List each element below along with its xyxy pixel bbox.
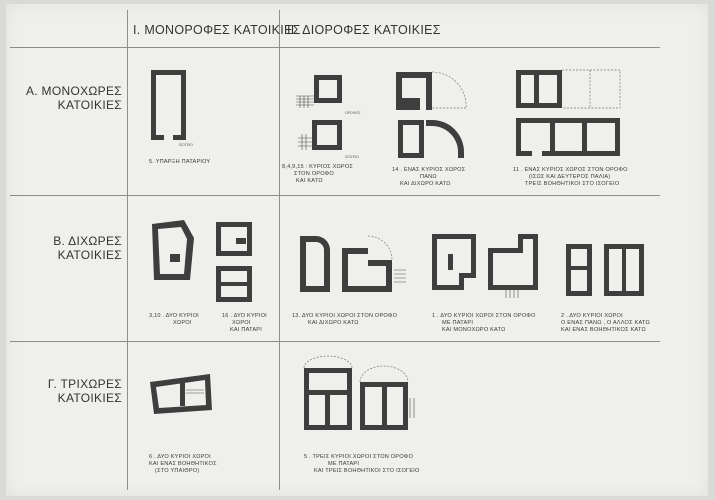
plan-label: ΙΣΟΓΕΙΟ xyxy=(345,155,359,159)
plan-label: ΟΡΟΦΟΣ xyxy=(345,111,361,115)
caption-b2: 16 . ΔΥΟ ΚΥΡΙΟΙ ΧΩΡΟΙ ΚΑΙ ΠΑΤΑΡΙ xyxy=(222,313,267,334)
row-label-three-room: Γ. ΤΡΙΧΩΡΕΣ ΚΑΤΟΙΚΙΕΣ xyxy=(47,377,122,405)
caption-b5: 2 . ΔΥΟ ΚΥΡΙΟΙ ΧΩΡΟΙ Ο ΕΝΑΣ ΠΑΝΩ , Ο ΑΛΛΟΣ ΚΑΤΩ ΚΑΙ ΕΝΑΣ ΒΟΗΘΗΤΙΚΟΣ ΚΑΤΩ xyxy=(561,313,650,334)
floor-plan-b4 xyxy=(426,228,544,300)
floor-plan-a1 xyxy=(146,68,192,148)
column-header-single-storey: I. ΜΟΝΟΡΟΦΕΣ ΚΑΤΟΙΚΙΕΣ xyxy=(133,23,301,37)
floor-plan-b1 xyxy=(146,218,202,284)
col-divider-2 xyxy=(279,10,280,490)
floor-plan-b5 xyxy=(562,238,648,302)
caption-b3: 13. ΔΥΟ ΚΥΡΙΟΙ ΧΩΡΟΙ ΣΤΟΝ ΟΡΟΦΟ ΚΑΙ ΔΙΧΩΡΟ ΚΑΤΩ xyxy=(292,313,398,327)
caption-c2: 5 . ΤΡΕΙΣ ΚΥΡΙΟΙ ΧΩΡΟΙ ΣΤΟΝ ΟΡΟΦΟ ΜΕ ΠΑΤΑΡΙ ΚΑΙ ΤΡΕΙΣ ΒΟΗΘΗΤΙΚΟΙ ΣΤΟ ΙΣΟΓΕΙΟ xyxy=(304,454,420,475)
caption-a1: 5. ΥΠΑΡΞΗ ΠΑΤΑΡΙΟΥ xyxy=(149,159,211,165)
plan-label: ΙΣΟΓΕΙΟ xyxy=(179,143,193,147)
col-divider-1 xyxy=(127,10,128,490)
floor-plan-a3 xyxy=(392,68,472,164)
floor-plan-c1 xyxy=(146,370,218,420)
floor-plan-b3 xyxy=(296,230,408,300)
row-rule-1 xyxy=(10,195,660,196)
row-label-two-room: Β. ΔΙΧΩΡΕΣ ΚΑΤΟΙΚΙΕΣ xyxy=(53,234,122,262)
header-rule xyxy=(10,47,660,48)
caption-b4: 1 . ΔΥΟ ΚΥΡΙΟΙ ΧΩΡΟΙ ΣΤΟΝ ΟΡΟΦΟ ΜΕ ΠΑΤΑΡΙ ΚΑΙ ΜΟΝΟΧΩΡΟ ΚΑΤΩ xyxy=(432,313,536,334)
caption-c1: 6 . ΔΥΟ ΚΥΡΙΟΙ ΧΩΡΟΙ ΚΑΙ ΕΝΑΣ ΒΟΗΘΗΤΙΚΟΣ (ΣΤΟ ΥΠΑΙΘΡΟ) xyxy=(149,454,217,475)
floor-plan-a2 xyxy=(292,72,352,162)
column-header-two-storey: II. ΔΙΟΡΟΦΕΣ ΚΑΤΟΙΚΙΕΣ xyxy=(287,23,441,37)
caption-a2: 8,4,9,15 : ΚΥΡΙΟΣ ΧΩΡΟΣ ΣΤΟΝ ΟΡΟΦΟ ΚΑΙ ΚΑΤΩ xyxy=(282,164,354,185)
caption-b1: 3,10 . ΔΥΟ ΚΥΡΙΟΙ ΧΩΡΟΙ xyxy=(149,313,199,327)
floor-plan-a4 xyxy=(512,66,628,162)
caption-a3: 14 . ΕΝΑΣ ΚΥΡΙΟΣ ΧΩΡΟΣ ΠΑΝΩ ΚΑΙ ΔΙΧΩΡΟ ΚΑΤΩ xyxy=(392,167,466,188)
row-rule-2 xyxy=(10,341,660,342)
floor-plan-c2 xyxy=(300,358,420,438)
drawing-sheet xyxy=(6,4,708,496)
caption-a4: 11 . ΕΝΑΣ ΚΥΡΙΟΣ ΧΩΡΟΣ ΣΤΟΝ ΟΡΟΦΟ (ΙΣΩΣ ΚΑΙ ΔΕΥΤΕΡΟΣ ΠΑΛΙΑ) ΤΡΕΙΣ ΒΟΗΘΗΤΙΚΟΙ ΣΤΟ ΙΣΟΓΕΙΟ xyxy=(513,167,628,188)
floor-plan-b2 xyxy=(212,218,272,308)
row-label-one-room: Α. ΜΟΝΟΧΩΡΕΣ ΚΑΤΟΙΚΙΕΣ xyxy=(25,84,122,112)
